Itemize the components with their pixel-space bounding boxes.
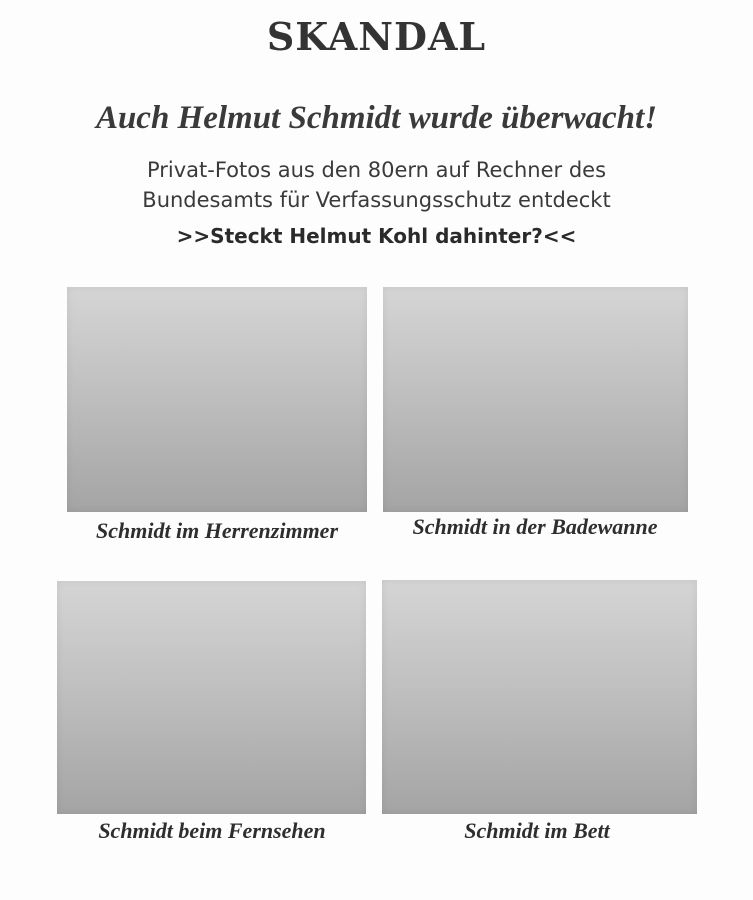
photo-caption-bett: Schmidt im Bett <box>464 818 610 843</box>
teaser: >>Steckt Helmut Kohl dahinter?<< <box>176 224 577 248</box>
photo-caption-herrenzimmer: Schmidt im Herrenzimmer <box>95 518 339 543</box>
photo-fernsehen <box>57 581 366 814</box>
photo-bett <box>382 580 697 814</box>
subline-line-2: Bundesamts für Verfassungsschutz entdeckt <box>142 188 611 212</box>
subline-line-1: Privat-Fotos aus den 80ern auf Rechner des <box>146 158 607 182</box>
photo-badewanne <box>383 287 688 512</box>
page-title: SKANDAL <box>266 14 487 59</box>
photo-caption-badewanne: Schmidt in der Badewanne <box>412 514 658 539</box>
photo-herrenzimmer <box>67 287 367 512</box>
headline: Auch Helmut Schmidt wurde überwacht! <box>95 100 658 136</box>
photo-caption-fernsehen: Schmidt beim Fernsehen <box>98 818 326 843</box>
